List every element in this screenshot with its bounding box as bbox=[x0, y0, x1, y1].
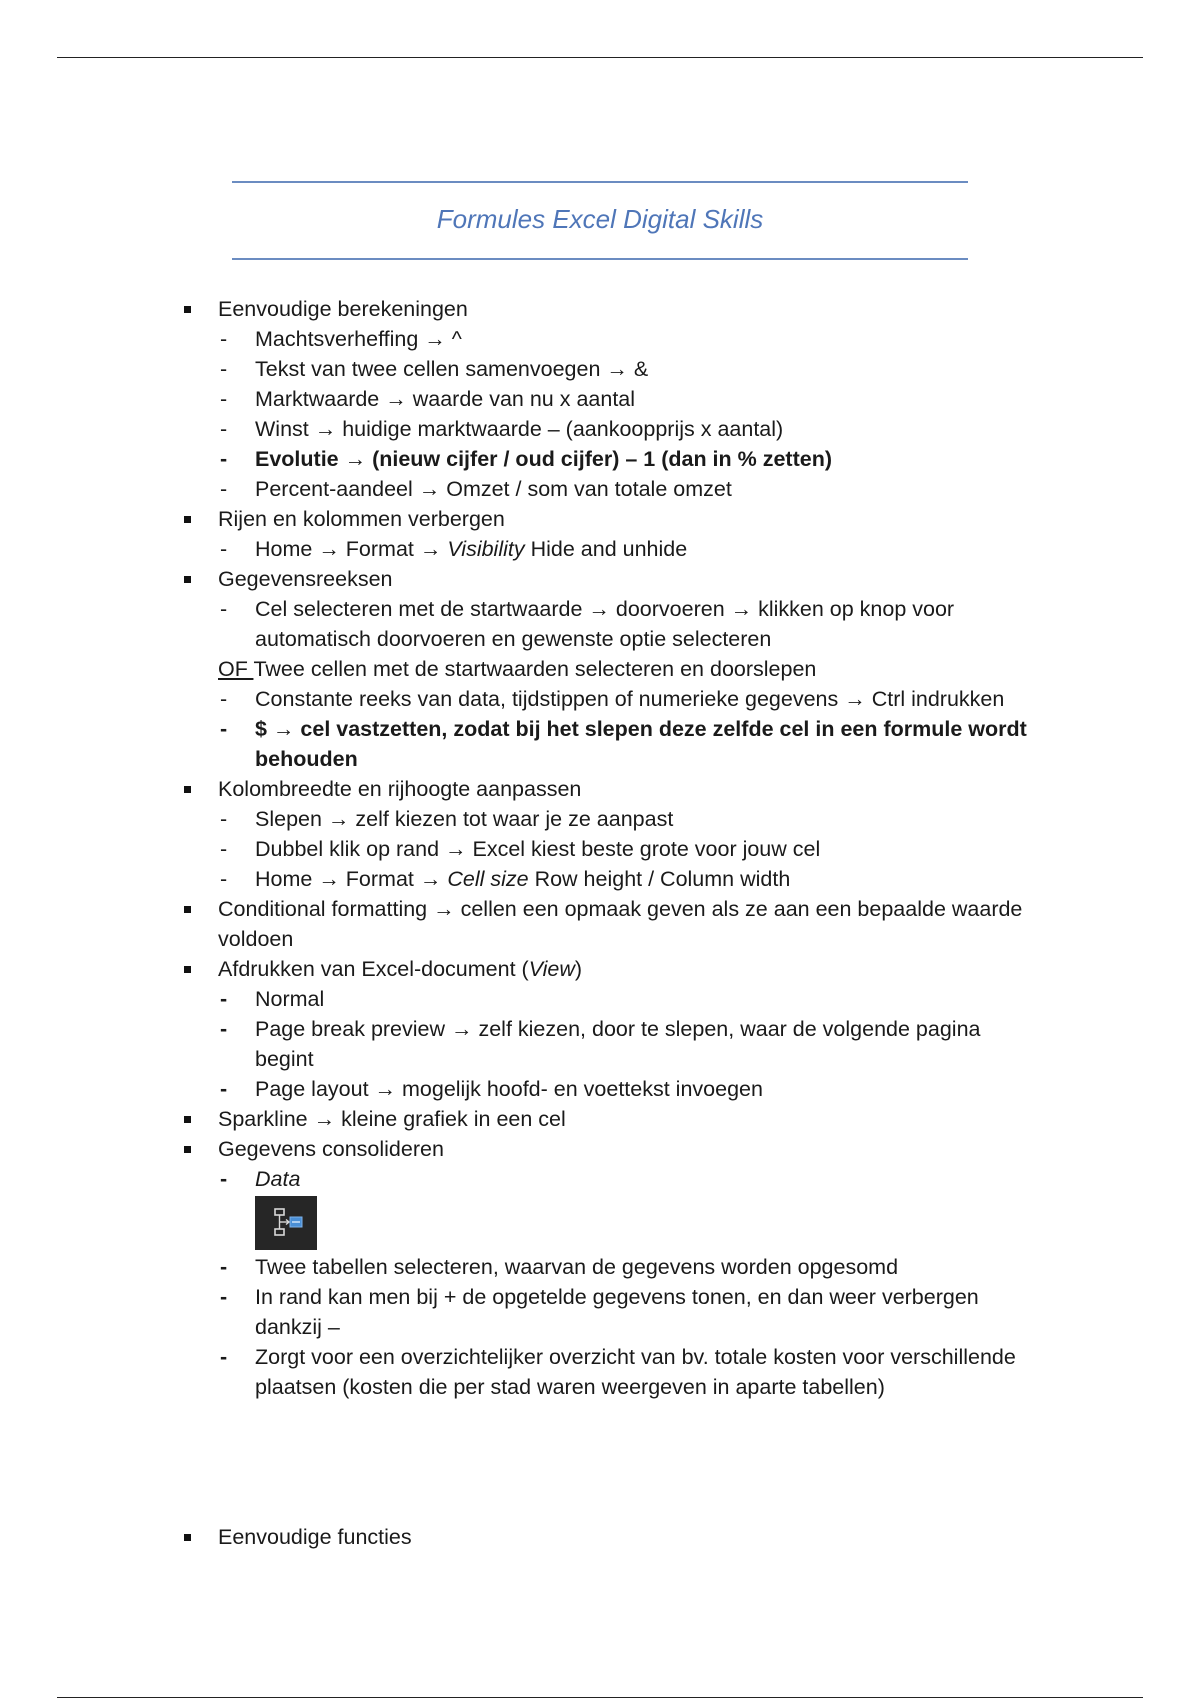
item-text: Machtsverheffing → ^ bbox=[255, 327, 462, 351]
section-heading: Eenvoudige functies bbox=[218, 1525, 412, 1549]
list-item-continuation: begint bbox=[255, 1047, 314, 1071]
dash-marker: - bbox=[220, 1077, 228, 1101]
item-text: Home → Format → bbox=[255, 537, 448, 561]
list-item bbox=[0, 1342, 1200, 1372]
or-line bbox=[0, 654, 1200, 684]
page-top-rule bbox=[57, 57, 1143, 58]
square-bullet-icon bbox=[184, 966, 191, 973]
list-item bbox=[0, 804, 1200, 834]
list-item bbox=[0, 474, 1200, 504]
item-text-italic: Data bbox=[255, 1167, 301, 1191]
list-item-continuation: plaatsen (kosten die per stad waren weergeven in aparte tabellen) bbox=[255, 1375, 885, 1399]
item-text: Evolutie → (nieuw cijfer / oud cijfer) – 1 (dan in % zetten) bbox=[255, 447, 832, 471]
list-item bbox=[0, 984, 1200, 1014]
section-heading: Kolombreedte en rijhoogte aanpassen bbox=[218, 777, 582, 801]
list-item bbox=[0, 504, 1200, 534]
square-bullet-icon bbox=[184, 1116, 191, 1123]
square-bullet-icon bbox=[184, 1534, 191, 1541]
item-text: Hide and unhide bbox=[524, 537, 688, 561]
item-text-italic: Cell size bbox=[447, 867, 529, 891]
spacer bbox=[0, 1402, 1200, 1522]
title-rule-top bbox=[232, 181, 968, 183]
item-text: Normal bbox=[255, 987, 325, 1011]
dash-marker: - bbox=[220, 807, 228, 831]
list-item bbox=[0, 1522, 1200, 1552]
section-heading: Eenvoudige berekeningen bbox=[218, 297, 468, 321]
item-text: Marktwaarde → waarde van nu x aantal bbox=[255, 387, 636, 411]
list-item bbox=[0, 684, 1200, 714]
page-title: Formules Excel Digital Skills bbox=[436, 204, 764, 234]
list-item bbox=[0, 1104, 1200, 1134]
list-item-continuation: dankzij – bbox=[255, 1315, 340, 1339]
dash-marker: - bbox=[220, 1285, 228, 1309]
list-item-continuation: automatisch doorvoeren en gewenste optie selecteren bbox=[255, 627, 772, 651]
item-text: In rand kan men bij + de opgetelde gegevens tonen, en dan weer verbergen bbox=[255, 1285, 979, 1309]
square-bullet-icon bbox=[184, 306, 191, 313]
item-text: Zorgt voor een overzichtelijker overzicht van bv. totale kosten voor verschillende bbox=[255, 1345, 1016, 1369]
list-item bbox=[0, 384, 1200, 414]
section-heading: ) bbox=[574, 957, 583, 981]
list-item bbox=[0, 294, 1200, 324]
list-item bbox=[0, 834, 1200, 864]
list-item bbox=[0, 1074, 1200, 1104]
list-item bbox=[0, 864, 1200, 894]
item-text-italic: Visibility bbox=[447, 537, 525, 561]
section-heading: Sparkline → kleine grafiek in een cel bbox=[218, 1107, 566, 1131]
dash-marker: - bbox=[220, 1345, 228, 1369]
page-bottom-rule bbox=[57, 1697, 1143, 1698]
item-text: Percent-aandeel → Omzet / som van totale omzet bbox=[255, 477, 732, 501]
or-label: OF bbox=[218, 657, 254, 681]
square-bullet-icon bbox=[184, 516, 191, 523]
list-item bbox=[0, 954, 1200, 984]
square-bullet-icon bbox=[184, 576, 191, 583]
item-text: Slepen → zelf kiezen tot waar je ze aanpast bbox=[255, 807, 674, 831]
list-item bbox=[0, 894, 1200, 924]
dash-marker: - bbox=[220, 357, 228, 381]
document-body bbox=[0, 294, 1200, 1552]
dash-marker: - bbox=[220, 717, 228, 741]
section-heading: Gegevensreeksen bbox=[218, 567, 393, 591]
list-item bbox=[0, 1014, 1200, 1044]
title-rule-bottom bbox=[232, 258, 968, 260]
dash-marker: - bbox=[220, 327, 228, 351]
square-bullet-icon bbox=[184, 786, 191, 793]
item-text: Page layout → mogelijk hoofd- en voettekst invoegen bbox=[255, 1077, 763, 1101]
section-heading: Gegevens consolideren bbox=[218, 1137, 444, 1161]
item-text: Tekst van twee cellen samenvoegen → & bbox=[255, 357, 649, 381]
dash-marker: - bbox=[220, 987, 228, 1011]
item-text: Cel selecteren met de startwaarde → doorvoeren → klikken op knop voor bbox=[255, 597, 955, 621]
list-item bbox=[0, 1282, 1200, 1312]
dash-marker: - bbox=[220, 1167, 228, 1191]
item-text: Page break preview → zelf kiezen, door te slepen, waar de volgende pagina bbox=[255, 1017, 981, 1041]
list-item-continuation: voldoen bbox=[218, 927, 294, 951]
section-heading: Rijen en kolommen verbergen bbox=[218, 507, 505, 531]
dash-marker: - bbox=[220, 687, 228, 711]
list-item bbox=[0, 324, 1200, 354]
list-item bbox=[0, 594, 1200, 624]
dash-marker: - bbox=[220, 837, 228, 861]
dash-marker: - bbox=[220, 1255, 228, 1279]
item-text: Twee tabellen selecteren, waarvan de gegevens worden opgesomd bbox=[255, 1255, 899, 1279]
dash-marker: - bbox=[220, 537, 228, 561]
item-text: $ → cel vastzetten, zodat bij het slepen deze zelfde cel in een formule wordt bbox=[255, 717, 1027, 741]
list-item bbox=[0, 414, 1200, 444]
dash-marker: - bbox=[220, 447, 228, 471]
item-text: Constante reeks van data, tijdstippen of numerieke gegevens → Ctrl indrukken bbox=[255, 687, 1005, 711]
list-item bbox=[0, 564, 1200, 594]
dash-marker: - bbox=[220, 597, 228, 621]
list-item bbox=[0, 1134, 1200, 1164]
list-item bbox=[0, 444, 1200, 474]
section-heading: Afdrukken van Excel-document ( bbox=[218, 957, 529, 981]
item-text: Dubbel klik op rand → Excel kiest beste grote voor jouw cel bbox=[255, 837, 821, 861]
list-item bbox=[0, 534, 1200, 564]
section-heading-italic: View bbox=[528, 957, 575, 981]
dash-marker: - bbox=[220, 477, 228, 501]
item-text: Home → Format → bbox=[255, 867, 448, 891]
square-bullet-icon bbox=[184, 906, 191, 913]
item-text: Row height / Column width bbox=[528, 867, 791, 891]
list-item bbox=[0, 354, 1200, 384]
consolidate-icon-glyph bbox=[255, 1196, 317, 1250]
list-item-continuation: behouden bbox=[255, 747, 358, 771]
item-text: Twee cellen met de startwaarden selecteren en doorslepen bbox=[253, 657, 817, 681]
dash-marker: - bbox=[220, 387, 228, 411]
dash-marker: - bbox=[220, 417, 228, 441]
item-text: Winst → huidige marktwaarde – (aankoopprijs x aantal) bbox=[255, 417, 784, 441]
square-bullet-icon bbox=[184, 1146, 191, 1153]
dash-marker: - bbox=[220, 867, 228, 891]
list-item bbox=[0, 774, 1200, 804]
section-heading: Conditional formatting → cellen een opmaak geven als ze aan een bepaalde waarde bbox=[218, 897, 1023, 921]
list-item bbox=[0, 1164, 1200, 1194]
consolidate-icon bbox=[255, 1196, 317, 1250]
list-item bbox=[0, 714, 1200, 744]
dash-marker: - bbox=[220, 1017, 228, 1041]
list-item bbox=[0, 1252, 1200, 1282]
